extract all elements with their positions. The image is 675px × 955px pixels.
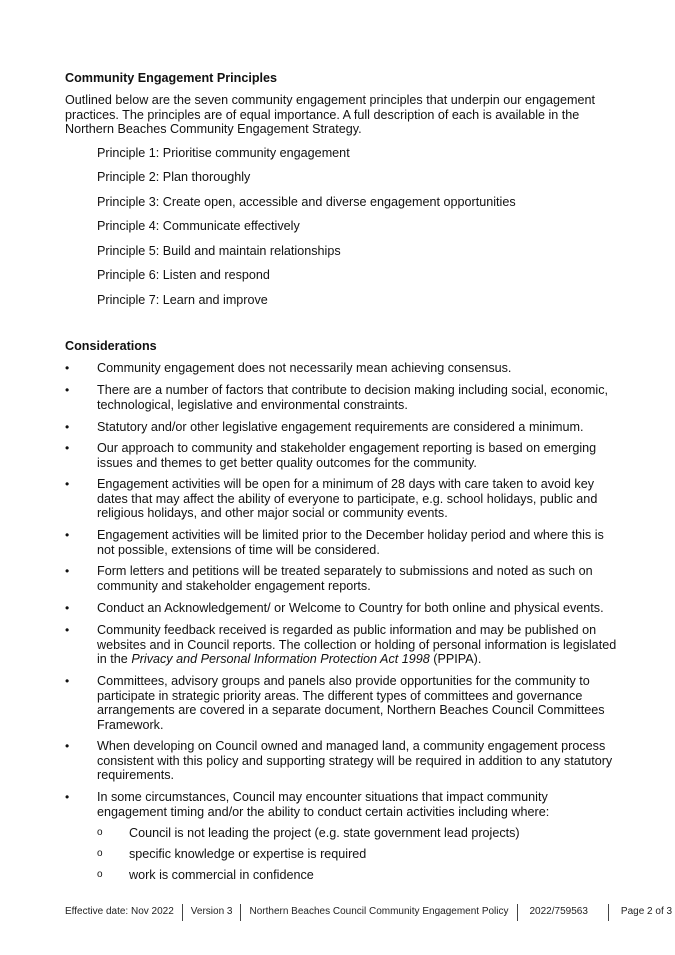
bullet-icon: • — [65, 361, 70, 375]
bullet-icon: • — [65, 383, 70, 397]
principle-item: Principle 2: Plan thoroughly — [97, 170, 251, 184]
principles-intro: Outlined below are the seven community engagement principles that underpin our engagement practices. The principles are of equal importance. A full description of each is available in the Northern Beaches Community Engagement Strategy. — [65, 93, 595, 137]
principle-item: Principle 7: Learn and improve — [97, 293, 268, 307]
principle-item: Principle 3: Create open, accessible and diverse engagement opportunities — [97, 195, 516, 209]
principle-item: Principle 6: Listen and respond — [97, 268, 270, 282]
footer-page-number: Page 2 of 3 — [620, 905, 673, 917]
hollow-bullet-icon: o — [97, 827, 103, 838]
bullet-icon: • — [65, 601, 70, 615]
bullet-icon: • — [65, 739, 70, 753]
bullet-icon: • — [65, 528, 70, 542]
hollow-bullet-icon: o — [97, 848, 103, 859]
footer-version: Version 3 — [190, 905, 233, 917]
bullet-icon: • — [65, 674, 70, 688]
bullet-icon: • — [65, 477, 70, 491]
hollow-bullet-icon: o — [97, 869, 103, 880]
principle-item: Principle 1: Prioritise community engagement — [97, 146, 350, 160]
principles-heading: Community Engagement Principles — [65, 71, 278, 85]
principle-item: Principle 4: Communicate effectively — [97, 219, 300, 233]
bullet-icon: • — [65, 790, 70, 804]
bullet-icon: • — [65, 623, 70, 637]
bullet-icon: • — [65, 420, 70, 434]
principle-item: Principle 5: Build and maintain relationships — [97, 244, 341, 258]
page-footer — [65, 904, 675, 920]
footer-effective-date: Effective date: Nov 2022 — [65, 905, 174, 917]
considerations-heading: Considerations — [65, 339, 157, 353]
bullet-icon: • — [65, 441, 70, 455]
footer-doc-number: 2022/759563 — [529, 905, 588, 917]
act-name: Privacy and Personal Information Protection Act 1998 — [131, 652, 430, 667]
bullet-icon: • — [65, 564, 70, 578]
footer-title: Northern Beaches Council Community Engagement Policy — [249, 905, 509, 917]
